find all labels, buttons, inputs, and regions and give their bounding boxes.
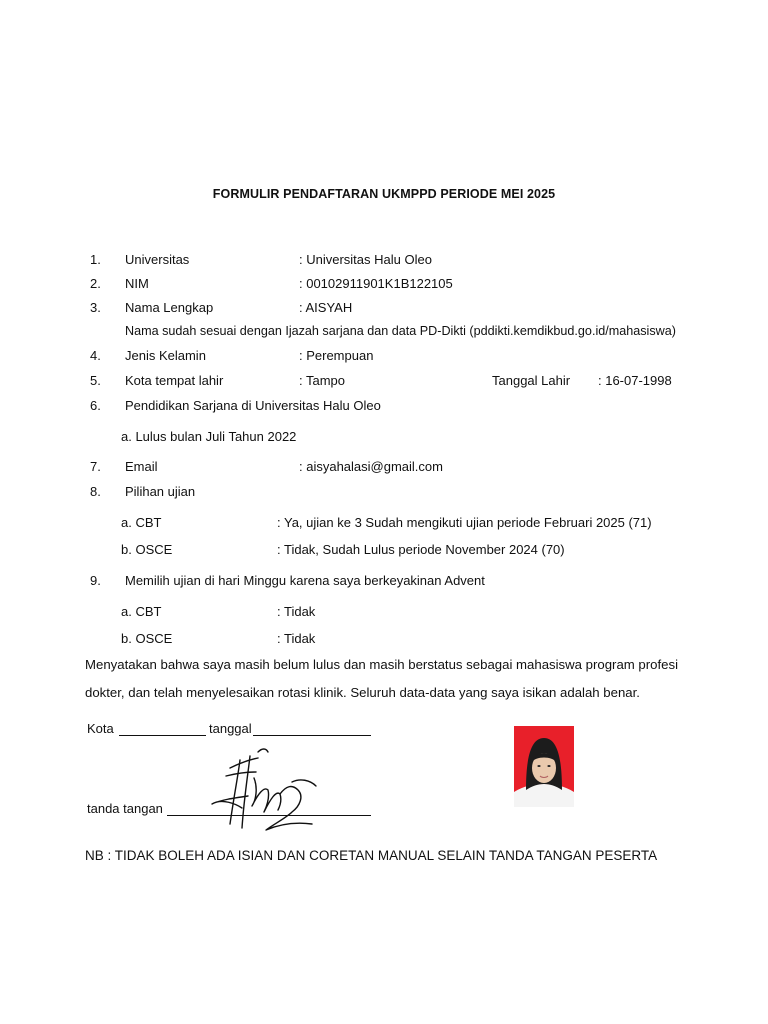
form-title: FORMULIR PENDAFTARAN UKMPPD PERIODE MEI 2025 xyxy=(212,187,556,201)
applicant-photo xyxy=(514,726,574,807)
value-tanggal-lahir: : 16-07-1998 xyxy=(598,373,672,388)
label-nim: NIM xyxy=(125,276,149,291)
label-ujian-minggu: Memilih ujian di hari Minggu karena saya berkeyakinan Advent xyxy=(125,573,485,588)
handwritten-signature xyxy=(200,738,330,838)
item-number-6: 6. xyxy=(90,398,101,413)
label-universitas: Universitas xyxy=(125,252,190,267)
value-universitas: : Universitas Halu Oleo xyxy=(299,252,432,267)
label-tanggal-lahir: Tanggal Lahir xyxy=(492,373,571,388)
signature-label: tanda tangan xyxy=(87,801,163,816)
statement-line-1: Menyatakan bahwa saya masih belum lulus dan masih berstatus sebagai mahasiswa program profesi xyxy=(85,657,679,672)
value-nama-lengkap: : AISYAH xyxy=(299,300,353,315)
item-number-2: 2. xyxy=(90,276,101,291)
tanggal-label: tanggal xyxy=(209,721,252,736)
label-email: Email xyxy=(125,459,158,474)
item-number-1: 1. xyxy=(90,252,101,267)
applicant-photo-image xyxy=(514,726,574,807)
label-minggu-cbt: a. CBT xyxy=(121,604,162,619)
label-pendidikan-sarjana: Pendidikan Sarjana di Universitas Halu Oleo xyxy=(125,398,381,413)
value-jenis-kelamin: : Perempuan xyxy=(299,348,374,363)
statement-line-2: dokter, dan telah menyelesaikan rotasi klinik. Seluruh data-data yang saya isikan adalah benar. xyxy=(85,685,640,700)
item-number-9: 9. xyxy=(90,573,101,588)
label-pilihan-ujian: Pilihan ujian xyxy=(125,484,196,499)
value-email: : aisyahalasi@gmail.com xyxy=(299,459,443,474)
item-number-3: 3. xyxy=(90,300,101,315)
label-kota-tempat-lahir: Kota tempat lahir xyxy=(125,373,224,388)
item-number-8: 8. xyxy=(90,484,101,499)
item-number-5: 5. xyxy=(90,373,101,388)
value-pilihan-cbt: : Ya, ujian ke 3 Sudah mengikuti ujian periode Februari 2025 (71) xyxy=(277,515,652,530)
label-nama-lengkap: Nama Lengkap xyxy=(125,300,214,315)
value-kota-tempat-lahir: : Tampo xyxy=(299,373,346,388)
label-jenis-kelamin: Jenis Kelamin xyxy=(125,348,206,363)
name-note: Nama sudah sesuai dengan Ijazah sarjana dan data PD-Dikti (pddikti.kemdikbud.go.id/mahasiswa) xyxy=(125,324,676,338)
tanggal-blank-line xyxy=(253,735,371,736)
nb-note: NB : TIDAK BOLEH ADA ISIAN DAN CORETAN MANUAL SELAIN TANDA TANGAN PESERTA xyxy=(85,848,658,863)
value-pilihan-osce: : Tidak, Sudah Lulus periode November 2024 (70) xyxy=(277,542,565,557)
item-number-7: 7. xyxy=(90,459,101,474)
item-number-4: 4. xyxy=(90,348,101,363)
value-lulus: a. Lulus bulan Juli Tahun 2022 xyxy=(121,429,297,444)
value-minggu-cbt: : Tidak xyxy=(277,604,316,619)
kota-label: Kota xyxy=(87,721,114,736)
label-pilihan-cbt: a. CBT xyxy=(121,515,162,530)
label-pilihan-osce: b. OSCE xyxy=(121,542,173,557)
kota-blank-line xyxy=(119,735,206,736)
label-minggu-osce: b. OSCE xyxy=(121,631,173,646)
value-minggu-osce: : Tidak xyxy=(277,631,316,646)
value-nim: : 00102911901K1B122105 xyxy=(299,276,453,291)
